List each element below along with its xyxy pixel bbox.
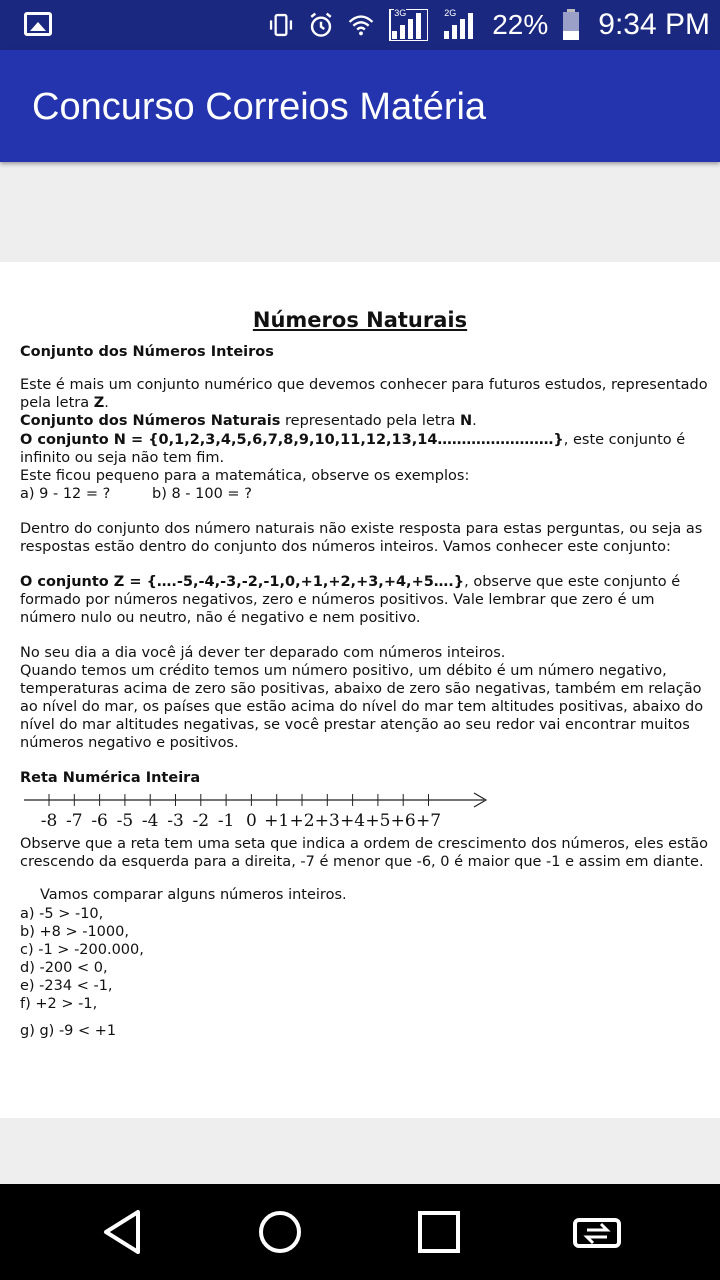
vibrate-icon xyxy=(268,10,294,40)
number-line-label: -7 xyxy=(66,811,83,831)
recents-icon[interactable] xyxy=(411,1204,467,1260)
network-2-label: 2G xyxy=(444,8,457,18)
image-notification-icon xyxy=(24,12,52,36)
paragraph-line: nível do mar altitudes negativas, se você prestar atenção ao seu redor vai encontrar muitos xyxy=(20,717,690,733)
paragraph-line: Dentro do conjunto dos número naturais não existe resposta para estas perguntas, ou seja as xyxy=(20,521,703,537)
paragraph-line: O conjunto Z = {….-5,-4,-3,-2,-1,0,+1,+2,+3,+4,+5….}, observe que este conjunto é xyxy=(20,574,681,590)
signal-2g-icon xyxy=(442,10,478,40)
number-line-label: +6 xyxy=(390,811,416,831)
number-line-label: -4 xyxy=(141,811,159,831)
alarm-icon xyxy=(308,10,334,40)
number-line-label: -3 xyxy=(167,811,184,831)
number-line-label: -6 xyxy=(91,811,108,831)
number-line-label: -1 xyxy=(217,811,235,831)
section-title-integers: Conjunto dos Números Inteiros xyxy=(20,344,274,360)
compare-item-g: g) g) -9 < +1 xyxy=(20,1023,117,1039)
battery-percent: 22% xyxy=(492,9,549,40)
number-line-label: +3 xyxy=(314,811,340,831)
compare-item-a: a) -5 > -10, xyxy=(20,906,104,922)
navigation-bar xyxy=(0,1184,720,1280)
paragraph-line: Este é mais um conjunto numérico que devemos conhecer para futuros estudos, representado xyxy=(20,377,708,393)
compare-item-d: d) -200 < 0, xyxy=(20,960,108,976)
paragraph-line: Conjunto dos Números Naturais representado pela letra N. xyxy=(20,413,477,429)
network-1-label: 3G xyxy=(394,8,407,18)
section-title-number-line: Reta Numérica Inteira xyxy=(20,770,201,786)
compare-item-b: b) +8 > -1000, xyxy=(20,924,129,940)
number-line-label: -5 xyxy=(116,811,134,831)
compare-intro: Vamos comparar alguns números inteiros. xyxy=(40,887,347,903)
number-line-label: +2 xyxy=(289,811,315,831)
compare-item-e: e) -234 < -1, xyxy=(20,978,113,994)
signal-3g-icon xyxy=(388,10,428,40)
number-line-label: +4 xyxy=(340,811,366,831)
back-icon[interactable] xyxy=(94,1204,150,1260)
home-icon[interactable] xyxy=(252,1204,308,1260)
paragraph-line: respostas estão dentro do conjunto dos números inteiros. Vamos conhecer este conjunto: xyxy=(20,539,671,555)
document-heading: Números Naturais xyxy=(252,308,468,332)
clock: 9:34 PM xyxy=(598,8,710,41)
number-line xyxy=(22,790,492,834)
paragraph-line: No seu dia a dia você já dever ter deparado com números inteiros. xyxy=(20,645,506,661)
screen-rotate-icon[interactable] xyxy=(569,1204,625,1260)
paragraph-line: números negativo e positivos. xyxy=(20,735,239,751)
app-title: Concurso Correios Matéria xyxy=(32,86,487,128)
number-line-label: +7 xyxy=(415,811,442,831)
paragraph-line: Quando temos um crédito temos um número positivo, um débito é um número negativo, xyxy=(20,663,667,679)
number-line-label: +5 xyxy=(365,811,391,831)
number-line-label: -8 xyxy=(40,811,58,831)
paragraph-line: Este ficou pequeno para a matemática, observe os exemplos: xyxy=(20,468,470,484)
paragraph-line: número nulo ou neutro, não é negativo e nem positivo. xyxy=(20,610,421,626)
paragraph-line: infinito ou seja não tem fim. xyxy=(20,450,225,466)
paragraph-line: temperaturas acima de zero são positivas, abaixo de zero são negativas, também em relação xyxy=(20,681,702,697)
paragraph-line: O conjunto N = {0,1,2,3,4,5,6,7,8,9,10,11,12,13,14……………………}, este conjunto é xyxy=(20,432,686,448)
wifi-icon xyxy=(348,10,374,40)
compare-item-c: c) -1 > -200.000, xyxy=(20,942,144,958)
number-line-label: 0 xyxy=(245,811,257,831)
status-bar xyxy=(0,0,720,50)
compare-item-f: f) +2 > -1, xyxy=(20,996,98,1012)
number-line-label: +1 xyxy=(264,811,290,831)
example-a: a) 9 - 12 = ? xyxy=(20,486,111,502)
app-bar xyxy=(0,50,720,162)
paragraph-line: ao nível do mar, os países que estão acima do nível do mar tem altitudes positivas, abaixo do xyxy=(20,699,704,715)
example-b: b) 8 - 100 = ? xyxy=(152,486,252,502)
paragraph-line: pela letra Z. xyxy=(20,395,109,411)
status-icons xyxy=(268,0,710,50)
document-page[interactable] xyxy=(0,262,720,1118)
paragraph-line: crescendo da esquerda para a direita, -7 é menor que -6, 0 é maior que -1 e assim em diante. xyxy=(20,854,704,870)
paragraph-line: formado por números negativos, zero e números positivos. Vale lembrar que zero é um xyxy=(20,592,655,608)
battery-icon xyxy=(562,10,580,40)
paragraph-line: Observe que a reta tem uma seta que indica a ordem de crescimento dos números, eles estão xyxy=(20,836,709,852)
number-line-label: -2 xyxy=(192,811,210,831)
